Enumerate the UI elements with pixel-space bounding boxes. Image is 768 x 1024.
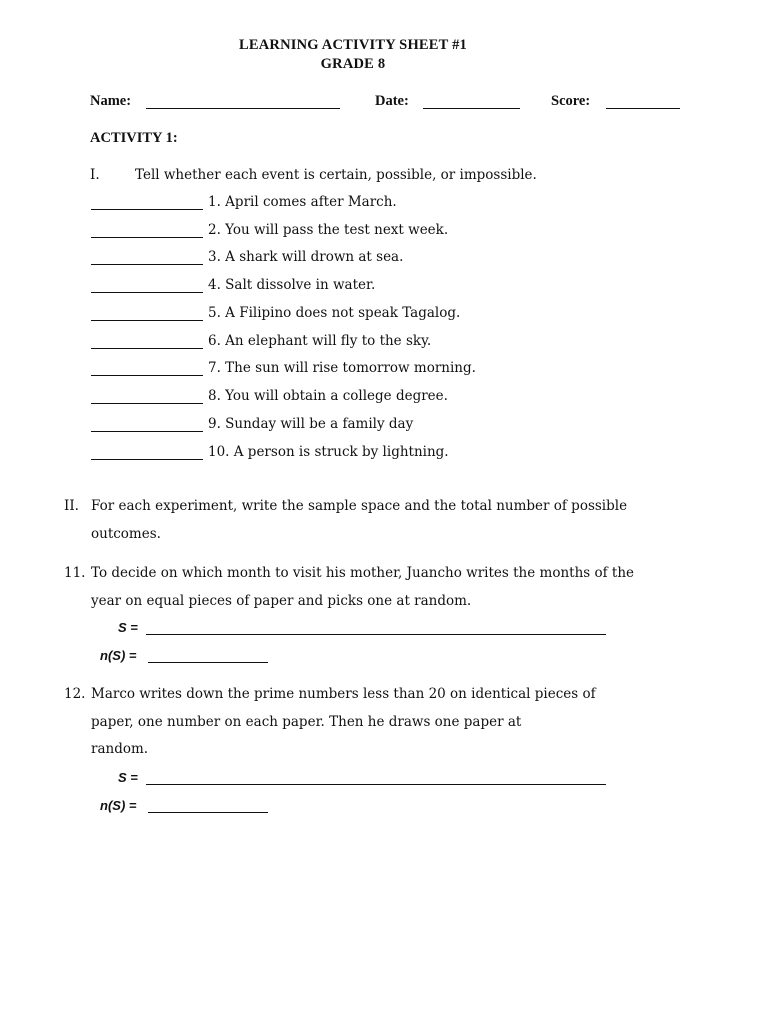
q12-line3: random. — [91, 741, 149, 757]
answer-blank[interactable] — [91, 320, 203, 321]
date-field[interactable] — [423, 108, 520, 109]
answer-blank[interactable] — [91, 348, 203, 349]
part2-instruction-line1: For each experiment, write the sample space and the total number of possible — [91, 498, 628, 514]
q12-sample-space-field[interactable] — [146, 784, 606, 785]
q11-sample-space-field[interactable] — [146, 634, 606, 635]
part2-instruction-line2: outcomes. — [91, 526, 161, 542]
answer-blank[interactable] — [91, 237, 203, 238]
answer-blank[interactable] — [91, 431, 203, 432]
q12-line1: Marco writes down the prime numbers less than 20 on identical pieces of — [91, 686, 596, 702]
part1-instruction: Tell whether each event is certain, possible, or impossible. — [135, 167, 537, 183]
q11-number: 11. — [64, 565, 86, 581]
answer-blank[interactable] — [91, 209, 203, 210]
answer-blank[interactable] — [91, 403, 203, 404]
q11-sample-space-label: S = — [118, 620, 138, 635]
item-text: 10. A person is struck by lightning. — [208, 444, 449, 460]
item-text: 9. Sunday will be a family day — [208, 416, 414, 432]
activity-title: ACTIVITY 1: — [90, 130, 178, 146]
q12-count-field[interactable] — [148, 812, 268, 813]
q11-line2: year on equal pieces of paper and picks one at random. — [91, 593, 472, 609]
answer-blank[interactable] — [91, 459, 203, 460]
part1-numeral: I. — [90, 167, 100, 183]
item-text: 8. You will obtain a college degree. — [208, 388, 448, 404]
q12-sample-space-label: S = — [118, 770, 138, 785]
answer-blank[interactable] — [91, 264, 203, 265]
q12-count-label: n(S) = — [100, 798, 137, 813]
q12-number: 12. — [64, 686, 86, 702]
score-field[interactable] — [606, 108, 680, 109]
item-text: 6. An elephant will fly to the sky. — [208, 333, 432, 349]
answer-blank[interactable] — [91, 375, 203, 376]
item-text: 5. A Filipino does not speak Tagalog. — [208, 305, 461, 321]
item-text: 4. Salt dissolve in water. — [208, 277, 376, 293]
item-text: 3. A shark will drown at sea. — [208, 249, 404, 265]
q12-line2: paper, one number on each paper. Then he draws one paper at — [91, 714, 522, 730]
q11-count-label: n(S) = — [100, 648, 137, 663]
score-label: Score: — [551, 93, 591, 109]
q11-count-field[interactable] — [148, 662, 268, 663]
q11-line1: To decide on which month to visit his mother, Juancho writes the months of the — [91, 565, 635, 581]
answer-blank[interactable] — [91, 292, 203, 293]
part2-numeral: II. — [64, 498, 79, 514]
item-text: 2. You will pass the test next week. — [208, 222, 449, 238]
item-text: 7. The sun will rise tomorrow morning. — [208, 360, 476, 376]
date-label: Date: — [375, 93, 409, 109]
sheet-title: LEARNING ACTIVITY SHEET #1 — [239, 37, 467, 53]
item-text: 1. April comes after March. — [208, 194, 397, 210]
name-field[interactable] — [146, 108, 340, 109]
name-label: Name: — [90, 93, 132, 109]
grade-label: GRADE 8 — [320, 56, 386, 72]
